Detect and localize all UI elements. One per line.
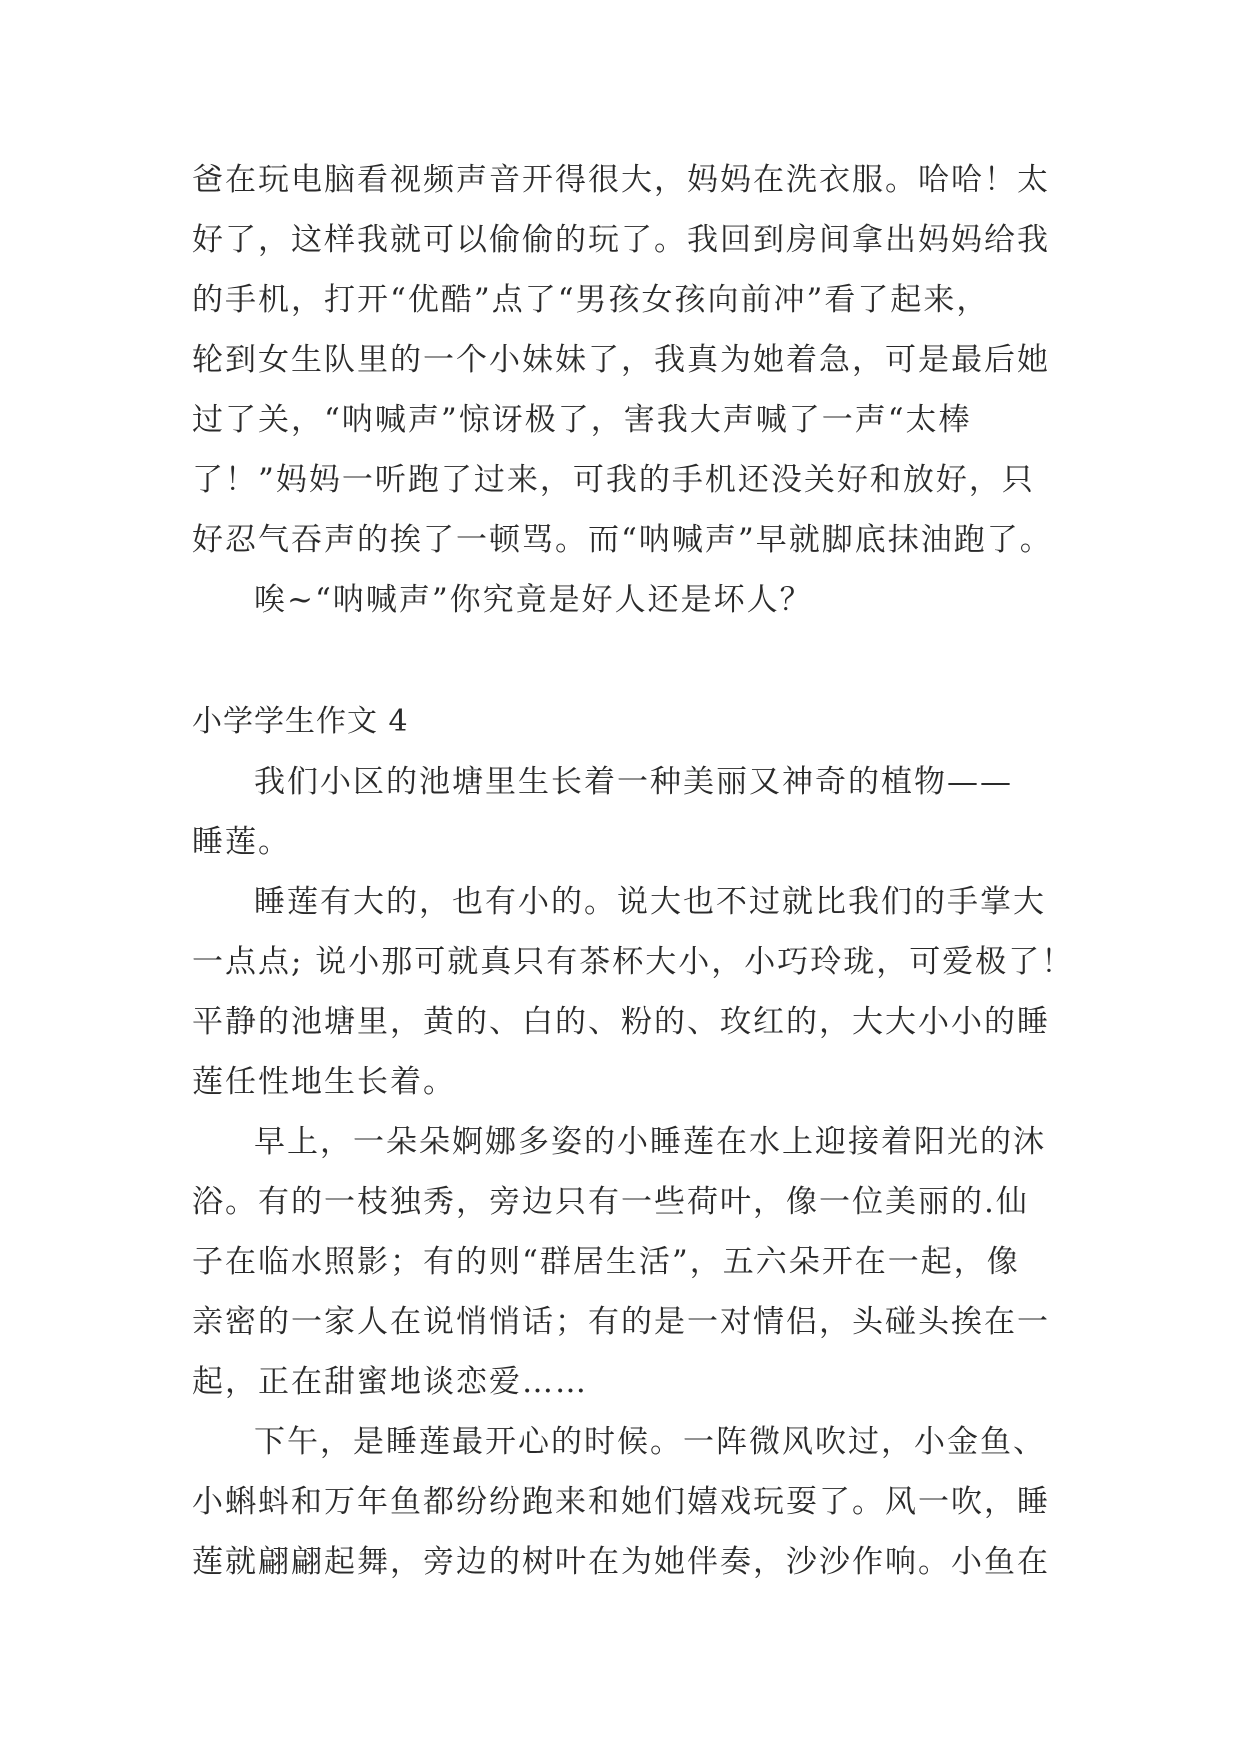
closing-line: 唉~“呐喊声”你究竟是好人还是坏人？ xyxy=(254,582,813,618)
text-line: 好了，这样我就可以偷偷的玩了。我回到房间拿出妈妈给我 xyxy=(192,222,1050,258)
text-line: 平静的池塘里，黄的、白的、粉的、玫红的，大大小小的睡 xyxy=(192,1004,1050,1040)
text-line: 了！”妈妈一听跑了过来，可我的手机还没关好和放好，只 xyxy=(192,462,1035,498)
text-line: 轮到女生队里的一个小妹妹了，我真为她着急，可是最后她 xyxy=(192,342,1050,378)
text-line: 睡莲。 xyxy=(192,824,291,860)
text-line: 爸在玩电脑看视频声音开得很大，妈妈在洗衣服。哈哈！太 xyxy=(192,162,1050,198)
text-line: 一点点; 说小那可就真只有茶杯大小，小巧玲珑，可爱极了！ xyxy=(192,944,1075,980)
paragraph xyxy=(192,752,1072,872)
paragraph xyxy=(192,872,1075,1112)
document-page xyxy=(192,150,1075,1592)
text-line: 我们小区的池塘里生长着一种美丽又神奇的植物—— xyxy=(254,764,1013,800)
text-line: 小蝌蚪和万年鱼都纷纷跑来和她们嬉戏玩耍了。风一吹，睡 xyxy=(192,1484,1050,1520)
text-line: 过了关，“呐喊声”惊讶极了，害我大声喊了一声“太棒 xyxy=(192,402,972,438)
text-line: 浴。有的一枝独秀，旁边只有一些荷叶，像一位美丽的.仙 xyxy=(192,1184,1029,1220)
intro-section xyxy=(192,150,1072,630)
essay-title: 小学学生作文 4 xyxy=(192,704,409,739)
text-line: 子在临水照影；有的则“群居生活”，五六朵开在一起，像 xyxy=(192,1244,1020,1280)
text-line: 起，正在甜蜜地谈恋爱…… xyxy=(192,1364,588,1400)
text-line: 的手机，打开“优酷”点了“男孩女孩向前冲”看了起来， xyxy=(192,282,990,318)
text-line: 莲任性地生长着。 xyxy=(192,1064,456,1100)
paragraph xyxy=(192,1112,1072,1412)
text-line: 下午，是睡莲最开心的时候。一阵微风吹过，小金鱼、 xyxy=(254,1424,1046,1460)
text-line: 亲密的一家人在说悄悄话；有的是一对情侣，头碰头挨在一 xyxy=(192,1304,1050,1340)
text-line: 好忍气吞声的挨了一顿骂。而“呐喊声”早就脚底抹油跑了。 xyxy=(192,522,1053,558)
paragraph xyxy=(192,1412,1072,1592)
text-line: 睡莲有大的，也有小的。说大也不过就比我们的手掌大 xyxy=(254,884,1046,920)
text-line: 早上，一朵朵婀娜多姿的小睡莲在水上迎接着阳光的沐 xyxy=(254,1124,1046,1160)
text-line: 莲就翩翩起舞，旁边的树叶在为她伴奏，沙沙作响。小鱼在 xyxy=(192,1544,1050,1580)
